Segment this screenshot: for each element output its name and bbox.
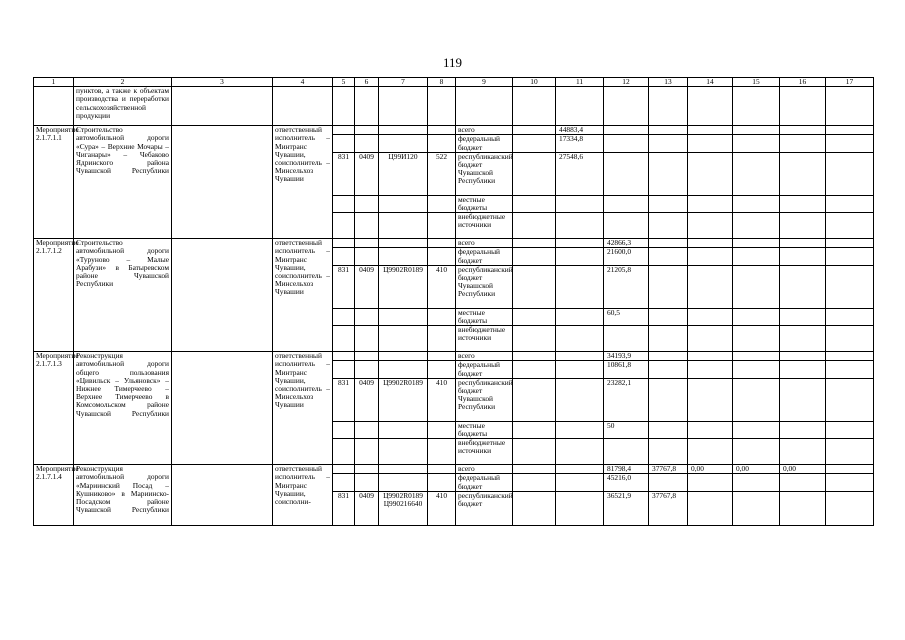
column-number: 15: [733, 78, 780, 87]
amount-c11: [556, 326, 604, 352]
amount-c13: 37767,8: [649, 491, 688, 525]
amount-c15: [733, 239, 780, 248]
funding-source: республиканский бюджет Чувашской Республики: [456, 152, 513, 195]
vr-code: 522: [428, 152, 456, 195]
amount-c14: [688, 491, 733, 525]
column-number: 17: [826, 78, 874, 87]
column-number: 5: [333, 78, 355, 87]
amount-c11: [556, 239, 604, 248]
amount-c14: [688, 135, 733, 152]
funding-source: местные бюджеты: [456, 421, 513, 438]
table-row: [34, 126, 874, 135]
amount-c11: [556, 248, 604, 265]
amount-c16: [780, 152, 826, 195]
amount-c13: [649, 126, 688, 135]
amount-c11: 17334,8: [556, 135, 604, 152]
funding-source: всего: [456, 239, 513, 248]
grbs-code: 831: [333, 152, 355, 195]
csr-code: Ц9902R0189: [379, 265, 428, 308]
funding-source: федеральный бюджет: [456, 248, 513, 265]
amount-c12: [604, 152, 649, 195]
amount-c12: [604, 126, 649, 135]
amount-c15: [733, 361, 780, 378]
table-row: [34, 352, 874, 361]
amount-c15: [733, 326, 780, 352]
measure-name: Строительство автомобильной дороги «Туруново – Малые Арабузи» в Батыревском районе Чувашской Республики: [74, 239, 172, 352]
amount-c13: [649, 265, 688, 308]
amount-c16: [780, 491, 826, 525]
amount-c11: [556, 361, 604, 378]
amount-c11: [556, 439, 604, 465]
measure-name: Реконструкция автомобильной дороги общего пользования «Цивильск – Ульяновск» – Нижнее Тимерчеево – Верхнее Тимерчеево в Комсомольском районе Чувашской Республики: [74, 352, 172, 465]
amount-c16: [780, 378, 826, 421]
amount-c12: 50: [604, 421, 649, 438]
column-number: 3: [172, 78, 273, 87]
amount-c11: [556, 421, 604, 438]
amount-c13: [649, 361, 688, 378]
amount-c14: [688, 308, 733, 325]
amount-c11: [556, 465, 604, 474]
amount-c11: [556, 308, 604, 325]
amount-c12: 60,5: [604, 308, 649, 325]
column-number: 2: [74, 78, 172, 87]
amount-c14: [688, 439, 733, 465]
amount-c15: [733, 152, 780, 195]
amount-c14: [688, 378, 733, 421]
column-number: 1: [34, 78, 74, 87]
rzpr-code: 0409: [355, 265, 379, 308]
column-number: 8: [428, 78, 456, 87]
vr-code: 410: [428, 378, 456, 421]
column-number: 7: [379, 78, 428, 87]
amount-c14: [688, 152, 733, 195]
amount-c14: [688, 326, 733, 352]
measure-code: Мероприятие 2.1.7.1.3: [34, 352, 74, 465]
rzpr-code: 0409: [355, 491, 379, 525]
csr-code: Ц9902R0189 Ц990216640: [379, 491, 428, 525]
funding-source: внебюджетные источники: [456, 213, 513, 239]
table-row: [34, 87, 874, 126]
program-table: [33, 77, 874, 526]
executor: ответственный исполнитель – Минтранс Чувашии, соисполнитель – Минсельхоз Чувашии: [273, 126, 333, 239]
grbs-code: 831: [333, 491, 355, 525]
amount-c14: 0,00: [688, 465, 733, 474]
amount-c16: [780, 352, 826, 361]
amount-c15: [733, 135, 780, 152]
amount-c14: [688, 195, 733, 212]
funding-source: республиканский бюджет Чувашской Республики: [456, 378, 513, 421]
funding-source: федеральный бюджет: [456, 135, 513, 152]
amount-c12: 36521,9: [604, 491, 649, 525]
column-number: 12: [604, 78, 649, 87]
amount-c13: [649, 308, 688, 325]
amount-c16: [780, 308, 826, 325]
table-row: [34, 465, 874, 474]
amount-c15: [733, 474, 780, 491]
executor: ответственный исполнитель – Минтранс Чувашии, соисполни-: [273, 465, 333, 526]
rzpr-code: 0409: [355, 378, 379, 421]
amount-c12: 10861,8: [604, 361, 649, 378]
amount-c14: [688, 352, 733, 361]
amount-c12: [604, 195, 649, 212]
amount-c16: [780, 195, 826, 212]
column-number: 9: [456, 78, 513, 87]
amount-c13: [649, 378, 688, 421]
column-number: 11: [556, 78, 604, 87]
amount-c15: [733, 491, 780, 525]
amount-c11: [556, 474, 604, 491]
amount-c11: 27548,6: [556, 152, 604, 195]
amount-c13: [649, 352, 688, 361]
amount-c11: [556, 378, 604, 421]
amount-c13: [649, 213, 688, 239]
amount-c15: [733, 248, 780, 265]
funding-source: федеральный бюджет: [456, 474, 513, 491]
amount-c13: [649, 421, 688, 438]
amount-c16: [780, 439, 826, 465]
amount-c15: [733, 126, 780, 135]
amount-c12: [604, 213, 649, 239]
funding-source: местные бюджеты: [456, 195, 513, 212]
amount-c14: [688, 421, 733, 438]
amount-c11: [556, 195, 604, 212]
continuation-text: пунктов, а также к объектам производства и переработки сельскохозяйственной продукции: [74, 87, 172, 126]
amount-c12: 21205,8: [604, 265, 649, 308]
amount-c12: 34193,9: [604, 352, 649, 361]
grbs-code: 831: [333, 265, 355, 308]
amount-c11: [556, 213, 604, 239]
amount-c15: [733, 308, 780, 325]
measure-name: Строительство автомобильной дороги «Сура» – Верхние Мочары – Чиганары» – Чебаково Ядринского района Чувашской Республики: [74, 126, 172, 239]
amount-c14: [688, 213, 733, 239]
amount-c16: 0,00: [780, 465, 826, 474]
amount-c13: [649, 239, 688, 248]
amount-c12: 21600,0: [604, 248, 649, 265]
amount-c14: [688, 126, 733, 135]
amount-c14: [688, 248, 733, 265]
amount-c14: [688, 265, 733, 308]
amount-c12: [604, 326, 649, 352]
amount-c16: [780, 474, 826, 491]
column-number: 6: [355, 78, 379, 87]
csr-code: Ц99И120: [379, 152, 428, 195]
amount-c16: [780, 126, 826, 135]
amount-c13: [649, 135, 688, 152]
amount-c11: [556, 265, 604, 308]
amount-c12: 45216,0: [604, 474, 649, 491]
amount-c16: [780, 239, 826, 248]
amount-c13: [649, 474, 688, 491]
amount-c15: [733, 352, 780, 361]
column-number: 10: [513, 78, 556, 87]
amount-c11: [556, 352, 604, 361]
measure-code: Мероприятие 2.1.7.1.4: [34, 465, 74, 526]
funding-source: внебюджетные источники: [456, 326, 513, 352]
csr-code: Ц9902R0189: [379, 378, 428, 421]
amount-c16: [780, 265, 826, 308]
amount-c13: [649, 439, 688, 465]
column-number: 4: [273, 78, 333, 87]
column-number: 13: [649, 78, 688, 87]
amount-c16: [780, 213, 826, 239]
amount-c15: [733, 421, 780, 438]
column-number: 14: [688, 78, 733, 87]
amount-c13: [649, 195, 688, 212]
funding-source: местные бюджеты: [456, 308, 513, 325]
funding-source: внебюджетные источники: [456, 439, 513, 465]
amount-c13: [649, 248, 688, 265]
amount-c15: 0,00: [733, 465, 780, 474]
rzpr-code: 0409: [355, 152, 379, 195]
funding-source: республиканский бюджет Чувашской Республики: [456, 265, 513, 308]
amount-c13: [649, 152, 688, 195]
vr-code: 410: [428, 265, 456, 308]
amount-c12: [604, 439, 649, 465]
grbs-code: 831: [333, 378, 355, 421]
amount-c12: 23282,1: [604, 378, 649, 421]
amount-c15: [733, 195, 780, 212]
amount-c15: [733, 439, 780, 465]
page-number: 119: [442, 55, 463, 70]
measure-name: Реконструкция автомобильной дороги «Мариинский Посад – Кушниково» в Мариинско-Посадском районе Чувашской Республики: [74, 465, 172, 526]
vr-code: 410: [428, 491, 456, 525]
amount-c13: [649, 326, 688, 352]
amount-c16: [780, 248, 826, 265]
amount-c12: 81798,4: [604, 465, 649, 474]
funding-source: республиканский бюджет: [456, 491, 513, 525]
table-row: [34, 239, 874, 248]
measure-code: Мероприятие 2.1.7.1.1: [34, 126, 74, 239]
amount-c11: 44883,4: [556, 126, 604, 135]
amount-c14: [688, 474, 733, 491]
amount-c16: [780, 361, 826, 378]
funding-source: всего: [456, 352, 513, 361]
measure-code: Мероприятие 2.1.7.1.2: [34, 239, 74, 352]
amount-c12: 42866,3: [604, 239, 649, 248]
amount-c11: [556, 491, 604, 525]
amount-c14: [688, 239, 733, 248]
amount-c13: 37767,8: [649, 465, 688, 474]
executor: ответственный исполнитель – Минтранс Чувашии, соисполнитель – Минсельхоз Чувашии: [273, 239, 333, 352]
amount-c15: [733, 378, 780, 421]
amount-c16: [780, 326, 826, 352]
funding-source: всего: [456, 126, 513, 135]
amount-c14: [688, 361, 733, 378]
funding-source: федеральный бюджет: [456, 361, 513, 378]
column-number: 16: [780, 78, 826, 87]
amount-c16: [780, 135, 826, 152]
amount-c12: [604, 135, 649, 152]
funding-source: всего: [456, 465, 513, 474]
executor: ответственный исполнитель – Минтранс Чувашии, соисполнитель – Минсельхоз Чувашии: [273, 352, 333, 465]
amount-c15: [733, 265, 780, 308]
amount-c15: [733, 213, 780, 239]
amount-c16: [780, 421, 826, 438]
